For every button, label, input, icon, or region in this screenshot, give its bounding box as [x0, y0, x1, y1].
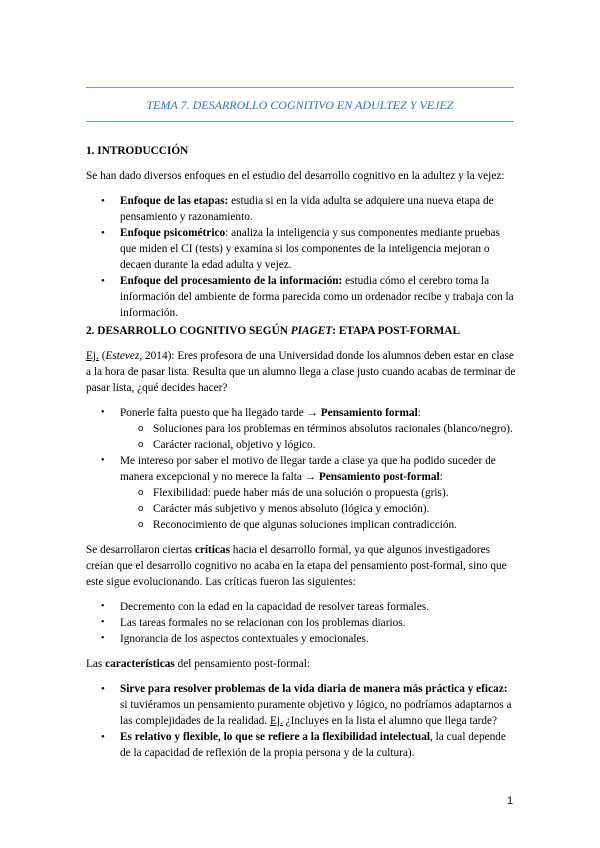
paragraph-text: del pensamiento post-formal: — [174, 658, 310, 670]
characteristics-paragraph — [86, 656, 516, 672]
bullet-icon: • — [101, 731, 105, 743]
sub-list — [120, 485, 516, 533]
item-bold: Enfoque psicométrico — [120, 227, 226, 239]
document-title: TEMA 7. DESARROLLO COGNITIVO EN ADULTEZ Y VEJEZ — [146, 98, 454, 112]
section-2-heading — [86, 323, 516, 339]
list-item — [86, 225, 516, 273]
bullet-icon: • — [101, 195, 105, 207]
item-text: si tuviéramos un pensamiento puramente objetivo y lógico, no podríamos adaptarnos a las complejidades de la realidad. — [120, 699, 512, 727]
item-bold: Enfoque de las etapas: — [120, 195, 229, 207]
example-text: ( — [98, 350, 106, 362]
item-bold: Es relativo y flexible, lo que se refiere a la flexibilidad intelectual — [120, 731, 431, 743]
circle-bullet-icon: o — [138, 504, 144, 514]
page-number: 1 — [507, 795, 514, 807]
approaches-list — [86, 193, 516, 321]
item-bold: Enfoque del procesamiento de la información: — [120, 275, 343, 287]
bullet-icon: • — [101, 683, 105, 695]
item-text: , la cual depende de la capacidad de reflexión de la propia persona y de la cultura). — [120, 731, 506, 759]
list-item — [86, 193, 516, 225]
document-body — [86, 143, 516, 761]
paragraph-text: hacia el desarrollo formal, ya que algunos investigadores creían que el desarrollo cognitivo no acaba en la etapa del pensamiento post-formal, sino que este sigue evolucionando. Las críticas fueron las siguientes: — [86, 544, 507, 588]
section-1-heading: 1. INTRODUCCIÓN — [86, 145, 189, 157]
sub-list-item — [86, 501, 516, 517]
heading-part-italic: PIAGET — [290, 325, 333, 337]
item-text: : — [417, 407, 421, 419]
paragraph-bold: críticas — [194, 544, 230, 556]
sub-list — [120, 421, 516, 453]
heading-part: : ETAPA POST-FORMAL — [332, 325, 461, 337]
sub-item-text: Flexibilidad: puede haber más de una solución o propuesta (gris). — [153, 487, 449, 499]
circle-bullet-icon: o — [138, 424, 144, 434]
bullet-icon: • — [101, 633, 105, 644]
bullet-icon: • — [101, 601, 105, 612]
list-item — [86, 405, 516, 453]
example-label: Ej. — [86, 350, 99, 362]
characteristics-list — [86, 681, 516, 761]
list-item — [86, 453, 516, 533]
paragraph-bold: características — [105, 658, 175, 670]
sub-list-item — [86, 485, 516, 501]
list-item — [86, 599, 516, 615]
item-text: Las tareas formales no se relacionan con los problemas diarios. — [120, 617, 406, 629]
list-item — [86, 631, 516, 647]
critics-list — [86, 599, 516, 647]
paragraph-text: Se desarrollaron ciertas — [86, 544, 195, 556]
item-text: Ponerle falta puesto que ha llegado tarde — [120, 407, 307, 419]
title-rule-bottom — [86, 121, 514, 122]
item-text: ¿Incluyes en la lista el alumno que llega tarde? — [282, 715, 498, 727]
bullet-icon: • — [101, 455, 105, 466]
bullet-icon: • — [101, 617, 105, 628]
example-text: 2014): Eres profesora de una Universidad donde los alumnos deben estar en clase a la hora de pasar lista. Resulta que un alumno llega a clase justo cuando acabas de terminar de pasar lista, ¿qué decides hacer? — [86, 350, 516, 394]
bullet-icon: • — [101, 407, 105, 418]
critics-paragraph — [86, 542, 516, 590]
item-bold: Pensamiento post-formal — [316, 471, 440, 483]
item-bold: Pensamiento formal — [317, 407, 418, 419]
example-paragraph — [86, 348, 516, 396]
example-label: Ej. — [269, 715, 283, 727]
item-text: : — [439, 471, 443, 483]
list-item — [86, 729, 516, 761]
circle-bullet-icon: o — [138, 488, 144, 498]
item-bold: Sirve para resolver problemas de la vida diaria de manera más práctica y eficaz: — [120, 683, 508, 695]
item-text: Decremento con la edad en la capacidad de resolver tareas formales. — [120, 601, 429, 613]
list-item — [86, 273, 516, 321]
circle-bullet-icon: o — [138, 440, 144, 450]
paragraph-text: Las — [86, 658, 106, 670]
sub-list-item — [86, 437, 516, 453]
sub-item-text: Soluciones para los problemas en términos absolutos racionales (blanco/negro). — [153, 423, 513, 435]
arrow-icon: → — [304, 471, 317, 483]
options-list — [86, 405, 516, 533]
sub-list-item — [86, 421, 516, 437]
title-block — [86, 87, 514, 122]
item-text: estudia cómo el cerebro toma la información del ambiente de forma parecida como un ordenador recibe y trabaja con la información. — [120, 275, 514, 319]
section-1-intro: Se han dado diversos enfoques en el estudio del desarrollo cognitivo en la adultez y la vejez: — [86, 170, 505, 182]
bullet-icon: • — [101, 227, 105, 239]
sub-list-item — [86, 517, 516, 533]
item-text: Me intereso por saber el motivo de llegar tarde a clase ya que ha podido suceder de manera excepcional y no merece la falta — [120, 455, 496, 483]
sub-item-text: Carácter más subjetivo y menos absoluto (lógica y emoción). — [153, 503, 430, 515]
item-text: Ignorancia de los aspectos contextuales y emocionales. — [120, 633, 369, 645]
list-item — [86, 615, 516, 631]
list-item — [86, 681, 516, 729]
item-text: estudia si en la vida adulta se adquiere una nueva etapa de pensamiento y razonamiento. — [120, 195, 494, 223]
circle-bullet-icon: o — [138, 520, 144, 530]
item-text: : analiza la inteligencia y sus componentes mediante pruebas que miden el CI (tests) y examina si los componentes de la inteligencia mejoran o decaen durante la edad adulta y vejez. — [120, 227, 500, 271]
bullet-icon: • — [101, 275, 105, 287]
example-citation: Estevez, — [105, 350, 143, 362]
arrow-icon: → — [306, 407, 318, 419]
sub-item-text: Carácter racional, objetivo y lógico. — [153, 439, 316, 451]
sub-item-text: Reconocimiento de que algunas soluciones implican contradicción. — [153, 519, 457, 531]
heading-part: 2. DESARROLLO COGNITIVO SEGÚN — [86, 325, 291, 337]
